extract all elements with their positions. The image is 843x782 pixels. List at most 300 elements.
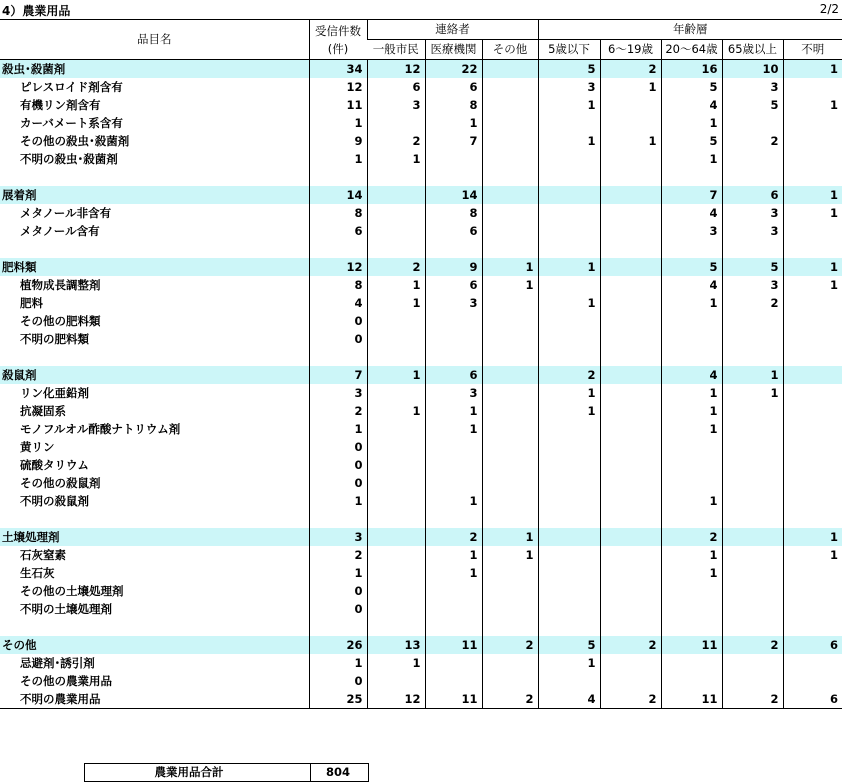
item-name-cell: メタノール含有 [20, 224, 100, 238]
contact-medical-cell: 7 [425, 132, 482, 150]
contact-medical-cell: 9 [425, 258, 482, 276]
age-6-19-cell: 1 [600, 132, 661, 150]
contact-medical-cell [425, 600, 482, 618]
age-20-64-cell: 5 [661, 78, 722, 96]
received-cell: 12 [309, 78, 367, 96]
age-65-plus-cell: 2 [722, 690, 783, 709]
contact-citizen-cell [367, 492, 425, 510]
header-contact-medical: 医療機関 [425, 40, 482, 60]
item-name-cell: 生石灰 [20, 566, 55, 580]
age-65-plus-cell [722, 564, 783, 582]
age-0-5-cell: 4 [538, 690, 600, 709]
contact-citizen-cell: 1 [367, 402, 425, 420]
age-20-64-cell [661, 672, 722, 690]
age-20-64-cell: 16 [661, 60, 722, 79]
contact-medical-cell: 22 [425, 60, 482, 79]
contact-citizen-cell [367, 384, 425, 402]
age-20-64-cell [661, 312, 722, 330]
contact-other-cell [482, 366, 538, 384]
age-20-64-cell: 4 [661, 366, 722, 384]
spacer-cell [661, 510, 722, 528]
spacer-cell [661, 240, 722, 258]
item-name-cell: 石灰窒素 [20, 548, 66, 562]
page-title: 4）農業用品 [2, 4, 71, 18]
received-cell: 8 [309, 204, 367, 222]
age-unknown-cell: 1 [783, 60, 842, 79]
contact-medical-cell [425, 438, 482, 456]
age-65-plus-cell: 3 [722, 78, 783, 96]
spacer-cell [309, 348, 367, 366]
age-unknown-cell [783, 78, 842, 96]
age-65-plus-cell [722, 402, 783, 420]
contact-citizen-cell: 1 [367, 294, 425, 312]
age-6-19-cell [600, 366, 661, 384]
table-row [0, 402, 842, 420]
contact-citizen-cell: 1 [367, 150, 425, 168]
table-row [0, 492, 842, 510]
age-0-5-cell: 1 [538, 384, 600, 402]
spacer-cell [482, 510, 538, 528]
item-name-cell: カーバメート系含有 [20, 116, 123, 130]
age-unknown-cell: 1 [783, 258, 842, 276]
age-unknown-cell [783, 474, 842, 492]
age-0-5-cell [538, 672, 600, 690]
spacer-cell [425, 348, 482, 366]
spacer-cell [482, 168, 538, 186]
title-bar [0, 0, 843, 19]
spacer-cell [367, 618, 425, 636]
category-row [0, 366, 842, 384]
spacer-cell [367, 168, 425, 186]
received-cell: 1 [309, 564, 367, 582]
item-name-cell: 植物成長調整剤 [20, 278, 101, 292]
age-6-19-cell [600, 456, 661, 474]
age-6-19-cell [600, 402, 661, 420]
received-cell: 34 [309, 60, 367, 79]
contact-other-cell [482, 474, 538, 492]
spacer-cell [600, 168, 661, 186]
table-row [0, 474, 842, 492]
item-name-cell: 有機リン剤含有 [20, 98, 101, 112]
contact-citizen-cell [367, 114, 425, 132]
table-row [0, 546, 842, 564]
table-row [0, 330, 842, 348]
contact-medical-cell: 11 [425, 636, 482, 654]
age-20-64-cell: 11 [661, 690, 722, 709]
header-age-20-64: 20～64歳 [661, 40, 722, 60]
age-6-19-cell: 2 [600, 60, 661, 79]
age-unknown-cell: 1 [783, 204, 842, 222]
age-20-64-cell: 1 [661, 294, 722, 312]
age-20-64-cell: 5 [661, 132, 722, 150]
category-row [0, 636, 842, 654]
header-received-line1: 受信件数 [315, 23, 361, 38]
contact-citizen-cell [367, 222, 425, 240]
contact-medical-cell: 1 [425, 420, 482, 438]
item-name-cell: その他 [0, 636, 309, 654]
contact-other-cell [482, 78, 538, 96]
contact-citizen-cell [367, 600, 425, 618]
contact-citizen-cell [367, 564, 425, 582]
spacer-cell [309, 618, 367, 636]
age-6-19-cell [600, 546, 661, 564]
contact-citizen-cell [367, 186, 425, 204]
table-row [0, 600, 842, 618]
age-unknown-cell [783, 294, 842, 312]
received-cell: 25 [309, 690, 367, 709]
age-unknown-cell [783, 420, 842, 438]
age-65-plus-cell: 3 [722, 276, 783, 294]
age-20-64-cell: 1 [661, 150, 722, 168]
contact-citizen-cell [367, 474, 425, 492]
spacer-row [0, 348, 842, 366]
age-unknown-cell [783, 132, 842, 150]
received-cell: 11 [309, 96, 367, 114]
received-cell: 0 [309, 456, 367, 474]
age-0-5-cell [538, 438, 600, 456]
contact-other-cell [482, 420, 538, 438]
received-cell: 0 [309, 672, 367, 690]
age-6-19-cell [600, 600, 661, 618]
age-0-5-cell: 5 [538, 636, 600, 654]
age-20-64-cell: 11 [661, 636, 722, 654]
contact-other-cell: 1 [482, 546, 538, 564]
age-6-19-cell: 2 [600, 636, 661, 654]
age-0-5-cell [538, 276, 600, 294]
received-cell: 0 [309, 600, 367, 618]
contact-medical-cell: 6 [425, 222, 482, 240]
age-65-plus-cell: 5 [722, 96, 783, 114]
age-0-5-cell [538, 312, 600, 330]
age-6-19-cell [600, 420, 661, 438]
age-20-64-cell [661, 582, 722, 600]
contact-medical-cell [425, 312, 482, 330]
received-cell: 26 [309, 636, 367, 654]
age-0-5-cell [538, 204, 600, 222]
age-65-plus-cell [722, 438, 783, 456]
age-unknown-cell: 1 [783, 96, 842, 114]
contact-other-cell [482, 186, 538, 204]
contact-medical-cell: 6 [425, 78, 482, 96]
spacer-cell [783, 348, 842, 366]
item-name-cell: 肥料類 [0, 258, 309, 276]
received-cell: 12 [309, 258, 367, 276]
contact-medical-cell [425, 654, 482, 672]
age-6-19-cell: 2 [600, 690, 661, 709]
spacer-cell [600, 348, 661, 366]
age-6-19-cell: 1 [600, 78, 661, 96]
header-item-name: 品目名 [0, 20, 309, 60]
item-name-cell: 黄リン [20, 440, 55, 454]
age-unknown-cell [783, 672, 842, 690]
item-name-cell: 不明の土壌処理剤 [20, 602, 112, 616]
item-name-cell: その他の農業用品 [20, 674, 112, 688]
received-cell: 2 [309, 546, 367, 564]
spacer-cell [538, 240, 600, 258]
age-0-5-cell [538, 456, 600, 474]
age-6-19-cell [600, 474, 661, 492]
contact-citizen-cell [367, 528, 425, 546]
age-6-19-cell [600, 528, 661, 546]
age-6-19-cell [600, 384, 661, 402]
contact-other-cell [482, 96, 538, 114]
age-unknown-cell [783, 492, 842, 510]
contact-other-cell [482, 492, 538, 510]
spacer-cell [722, 168, 783, 186]
header-contact-citizen: 一般市民 [367, 40, 425, 60]
contact-citizen-cell [367, 456, 425, 474]
age-65-plus-cell: 2 [722, 294, 783, 312]
spacer-cell [600, 618, 661, 636]
spacer-cell [482, 348, 538, 366]
table-row [0, 654, 842, 672]
item-name-cell: 殺鼠剤 [0, 366, 309, 384]
age-65-plus-cell [722, 492, 783, 510]
table-row [0, 276, 842, 294]
table-row [0, 456, 842, 474]
item-name-cell: 忌避剤･誘引剤 [20, 656, 95, 670]
age-65-plus-cell [722, 600, 783, 618]
contact-medical-cell: 2 [425, 528, 482, 546]
age-0-5-cell [538, 474, 600, 492]
table-row [0, 690, 842, 709]
contact-citizen-cell: 2 [367, 258, 425, 276]
contact-medical-cell: 6 [425, 366, 482, 384]
table-body [0, 60, 842, 709]
spacer-cell [309, 168, 367, 186]
age-65-plus-cell [722, 528, 783, 546]
contact-medical-cell: 6 [425, 276, 482, 294]
item-name-cell: 不明の肥料類 [20, 332, 89, 346]
category-row [0, 258, 842, 276]
table-row [0, 438, 842, 456]
age-65-plus-cell: 6 [722, 186, 783, 204]
item-name-cell: その他の土壌処理剤 [20, 584, 124, 598]
received-cell: 0 [309, 312, 367, 330]
age-65-plus-cell [722, 312, 783, 330]
age-0-5-cell [538, 114, 600, 132]
contact-citizen-cell [367, 546, 425, 564]
table-row [0, 582, 842, 600]
age-20-64-cell: 1 [661, 492, 722, 510]
contact-citizen-cell: 2 [367, 132, 425, 150]
contact-citizen-cell: 6 [367, 78, 425, 96]
contact-citizen-cell: 1 [367, 276, 425, 294]
received-cell: 8 [309, 276, 367, 294]
statistics-table [0, 19, 842, 709]
spacer-cell [722, 510, 783, 528]
spacer-cell [538, 168, 600, 186]
contact-medical-cell [425, 456, 482, 474]
age-65-plus-cell [722, 330, 783, 348]
age-65-plus-cell: 5 [722, 258, 783, 276]
contact-citizen-cell [367, 420, 425, 438]
spacer-cell [482, 240, 538, 258]
age-65-plus-cell [722, 150, 783, 168]
header-age-unknown: 不明 [783, 40, 842, 60]
contact-other-cell: 1 [482, 258, 538, 276]
age-20-64-cell: 2 [661, 528, 722, 546]
contact-other-cell [482, 600, 538, 618]
contact-medical-cell: 11 [425, 690, 482, 709]
header-contact-group: 連絡者 [367, 20, 538, 40]
age-20-64-cell: 1 [661, 546, 722, 564]
age-65-plus-cell: 2 [722, 636, 783, 654]
age-65-plus-cell [722, 456, 783, 474]
age-0-5-cell: 2 [538, 366, 600, 384]
received-cell: 7 [309, 366, 367, 384]
age-unknown-cell: 6 [783, 636, 842, 654]
spacer-cell [600, 240, 661, 258]
contact-medical-cell: 8 [425, 204, 482, 222]
received-cell: 0 [309, 438, 367, 456]
contact-other-cell [482, 204, 538, 222]
spacer-cell [425, 168, 482, 186]
item-name-cell: 肥料 [20, 296, 43, 310]
age-6-19-cell [600, 294, 661, 312]
spacer-cell [722, 618, 783, 636]
age-20-64-cell [661, 330, 722, 348]
item-name-cell: その他の殺鼠剤 [20, 476, 101, 490]
header-age-0-5: 5歳以下 [538, 40, 600, 60]
item-name-cell: 殺虫･殺菌剤 [0, 60, 309, 79]
received-cell: 0 [309, 330, 367, 348]
contact-other-cell [482, 402, 538, 420]
age-6-19-cell [600, 672, 661, 690]
age-20-64-cell [661, 474, 722, 492]
received-cell: 1 [309, 420, 367, 438]
age-unknown-cell: 1 [783, 546, 842, 564]
item-name-cell: 抗凝固系 [20, 404, 66, 418]
spacer-cell [425, 510, 482, 528]
page-number: 2/2 [819, 2, 839, 16]
contact-medical-cell: 1 [425, 402, 482, 420]
received-cell: 14 [309, 186, 367, 204]
age-6-19-cell [600, 96, 661, 114]
received-cell: 0 [309, 582, 367, 600]
contact-other-cell [482, 222, 538, 240]
age-20-64-cell: 4 [661, 276, 722, 294]
age-0-5-cell: 1 [538, 96, 600, 114]
received-cell: 6 [309, 222, 367, 240]
table-row [0, 384, 842, 402]
spacer-cell [783, 510, 842, 528]
item-name-cell: 展着剤 [0, 186, 309, 204]
spacer-row [0, 168, 842, 186]
age-6-19-cell [600, 654, 661, 672]
age-6-19-cell [600, 258, 661, 276]
table-row [0, 294, 842, 312]
spacer-cell [783, 168, 842, 186]
contact-other-cell: 1 [482, 528, 538, 546]
age-unknown-cell [783, 366, 842, 384]
item-name-cell: リン化亜鉛剤 [20, 386, 89, 400]
age-65-plus-cell [722, 420, 783, 438]
contact-other-cell [482, 564, 538, 582]
category-row [0, 186, 842, 204]
contact-other-cell [482, 672, 538, 690]
contact-other-cell [482, 294, 538, 312]
age-6-19-cell [600, 564, 661, 582]
spacer-cell [0, 348, 309, 366]
received-cell: 2 [309, 402, 367, 420]
age-65-plus-cell [722, 546, 783, 564]
age-unknown-cell [783, 384, 842, 402]
category-row [0, 60, 842, 79]
spacer-cell [661, 618, 722, 636]
item-name-cell: 硫酸タリウム [20, 458, 89, 472]
age-20-64-cell: 5 [661, 258, 722, 276]
contact-other-cell [482, 654, 538, 672]
table-row [0, 114, 842, 132]
contact-citizen-cell: 1 [367, 366, 425, 384]
contact-medical-cell: 8 [425, 96, 482, 114]
age-65-plus-cell: 2 [722, 132, 783, 150]
age-0-5-cell [538, 582, 600, 600]
age-20-64-cell: 3 [661, 222, 722, 240]
spacer-cell [722, 348, 783, 366]
table-row [0, 78, 842, 96]
contact-medical-cell: 1 [425, 546, 482, 564]
age-unknown-cell [783, 456, 842, 474]
table-row [0, 312, 842, 330]
table-row [0, 672, 842, 690]
grand-total-divider [310, 764, 311, 781]
age-unknown-cell [783, 564, 842, 582]
contact-medical-cell [425, 582, 482, 600]
spacer-cell [309, 510, 367, 528]
spacer-cell [783, 240, 842, 258]
age-20-64-cell: 4 [661, 96, 722, 114]
age-65-plus-cell [722, 672, 783, 690]
item-name-cell: 土壌処理剤 [0, 528, 309, 546]
contact-medical-cell [425, 672, 482, 690]
age-0-5-cell [538, 528, 600, 546]
age-unknown-cell [783, 222, 842, 240]
contact-medical-cell: 3 [425, 294, 482, 312]
age-6-19-cell [600, 150, 661, 168]
contact-citizen-cell [367, 204, 425, 222]
received-cell: 9 [309, 132, 367, 150]
age-20-64-cell: 1 [661, 402, 722, 420]
header-age-group: 年齢層 [538, 20, 842, 40]
age-6-19-cell [600, 276, 661, 294]
age-65-plus-cell [722, 474, 783, 492]
contact-citizen-cell: 1 [367, 654, 425, 672]
contact-other-cell: 2 [482, 690, 538, 709]
age-65-plus-cell: 3 [722, 204, 783, 222]
age-20-64-cell [661, 600, 722, 618]
contact-other-cell [482, 114, 538, 132]
spacer-cell [661, 168, 722, 186]
contact-medical-cell: 1 [425, 492, 482, 510]
age-0-5-cell: 3 [538, 78, 600, 96]
age-0-5-cell: 1 [538, 654, 600, 672]
age-6-19-cell [600, 186, 661, 204]
spacer-cell [367, 240, 425, 258]
spacer-cell [0, 168, 309, 186]
spacer-cell [538, 348, 600, 366]
age-0-5-cell [538, 492, 600, 510]
spacer-row [0, 240, 842, 258]
age-unknown-cell: 1 [783, 276, 842, 294]
contact-medical-cell: 1 [425, 114, 482, 132]
item-name-cell: 不明の殺虫･殺菌剤 [20, 152, 118, 166]
age-20-64-cell: 4 [661, 204, 722, 222]
header-received-line2: (件) [327, 41, 349, 56]
contact-medical-cell [425, 474, 482, 492]
age-0-5-cell [538, 150, 600, 168]
